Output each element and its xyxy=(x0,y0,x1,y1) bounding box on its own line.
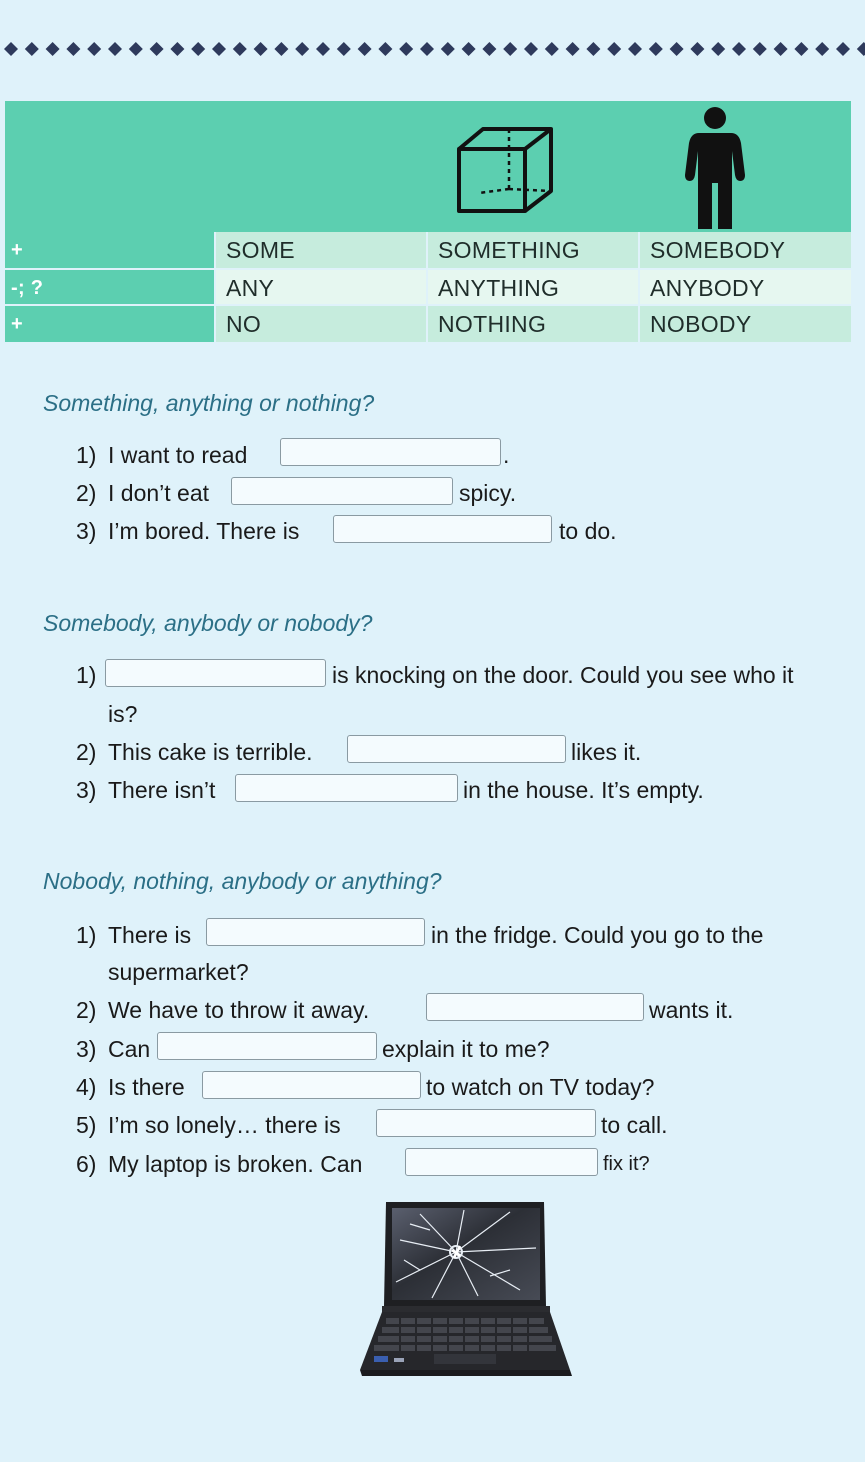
diamond-ornament xyxy=(233,42,247,56)
word-cell: NO xyxy=(216,306,428,342)
word-cell: ANYTHING xyxy=(428,270,640,306)
item-number: 2) xyxy=(76,997,97,1023)
item-number: 3) xyxy=(76,1036,97,1062)
item-number: 6) xyxy=(76,1151,97,1177)
answer-blank[interactable] xyxy=(202,1071,421,1099)
diamond-ornament xyxy=(191,42,205,56)
item-text-after: spicy. xyxy=(459,480,517,506)
item-text-after: . xyxy=(503,442,510,468)
diamond-ornament xyxy=(586,42,600,56)
table-row-no xyxy=(5,304,851,342)
item-text-before: We have to throw it away. xyxy=(108,997,370,1023)
item-number: 1) xyxy=(76,442,97,468)
item-text-before: I’m so lonely… there is xyxy=(108,1112,341,1138)
diamond-ornament xyxy=(711,42,725,56)
item-number: 3) xyxy=(76,777,97,803)
section-heading: Nobody, nothing, anybody or anything? xyxy=(43,868,442,894)
word-cell: SOMEBODY xyxy=(640,232,851,268)
symbol-cell: + xyxy=(5,306,216,342)
answer-blank[interactable] xyxy=(206,918,425,946)
symbol-cell: -; ? xyxy=(5,270,216,306)
diamond-ornament xyxy=(524,42,538,56)
answer-blank[interactable] xyxy=(405,1148,598,1176)
item-text-after: is knocking on the door. Could you see who it xyxy=(332,662,794,688)
diamond-ornament xyxy=(274,42,288,56)
item-number: 3) xyxy=(76,518,97,544)
item-text-after: likes it. xyxy=(571,739,642,765)
diamond-ornament xyxy=(482,42,496,56)
word-cell: SOME xyxy=(216,232,428,268)
diamond-ornament xyxy=(337,42,351,56)
item-text-after: fix it? xyxy=(603,1153,650,1175)
diamond-ornament xyxy=(753,42,767,56)
diamond-ornament xyxy=(150,42,164,56)
diamond-ornament xyxy=(857,42,865,56)
item-number: 5) xyxy=(76,1112,97,1138)
item-text-before: My laptop is broken. Can xyxy=(108,1151,363,1177)
item-text-continuation: supermarket? xyxy=(108,959,249,985)
diamond-ornament xyxy=(732,42,746,56)
diamond-ornament xyxy=(87,42,101,56)
item-text-continuation: is? xyxy=(108,701,138,727)
item-text-after: to watch on TV today? xyxy=(426,1074,655,1100)
item-text-after: to call. xyxy=(601,1112,668,1138)
diamond-ornament xyxy=(108,42,122,56)
diamond-ornament xyxy=(836,42,850,56)
table-row-any xyxy=(5,268,851,306)
diamond-ornament xyxy=(649,42,663,56)
item-text-before: There is xyxy=(108,922,192,948)
answer-blank[interactable] xyxy=(376,1109,596,1137)
table-row-some xyxy=(5,232,851,268)
item-text-before: I want to read xyxy=(108,442,248,468)
diamond-ornament xyxy=(25,42,39,56)
diamond-ornament xyxy=(774,42,788,56)
answer-blank[interactable] xyxy=(333,515,552,543)
diamond-ornament xyxy=(399,42,413,56)
diamond-ornament xyxy=(378,42,392,56)
diamond-ornament xyxy=(545,42,559,56)
item-text-after: in the fridge. Could you go to the xyxy=(431,922,764,948)
diamond-ornament xyxy=(794,42,808,56)
diamond-ornament xyxy=(212,42,226,56)
diamond-ornament xyxy=(129,42,143,56)
item-text-after: wants it. xyxy=(649,997,734,1023)
person-icon xyxy=(685,105,745,229)
item-text-before: Is there xyxy=(108,1074,185,1100)
word-cell: ANYBODY xyxy=(640,270,851,306)
answer-blank[interactable] xyxy=(157,1032,377,1060)
grammar-table xyxy=(5,101,851,341)
item-text-after: to do. xyxy=(559,518,617,544)
diamond-ornament xyxy=(358,42,372,56)
diamond-ornament xyxy=(46,42,60,56)
answer-blank[interactable] xyxy=(280,438,501,466)
item-text-before: Can xyxy=(108,1036,151,1062)
item-number: 4) xyxy=(76,1074,97,1100)
diamond-ornament xyxy=(628,42,642,56)
diamond-ornament xyxy=(690,42,704,56)
section-heading: Somebody, anybody or nobody? xyxy=(43,610,373,636)
symbol-cell: + xyxy=(5,232,216,268)
diamond-ornament xyxy=(441,42,455,56)
cube-icon xyxy=(453,125,559,217)
word-cell: NOBODY xyxy=(640,306,851,342)
answer-blank[interactable] xyxy=(235,774,458,802)
diamond-ornament xyxy=(4,42,18,56)
broken-laptop-image xyxy=(360,1200,572,1380)
answer-blank[interactable] xyxy=(231,477,453,505)
diamond-ornament xyxy=(462,42,476,56)
diamond-ornament xyxy=(670,42,684,56)
answer-blank[interactable] xyxy=(105,659,326,687)
item-number: 2) xyxy=(76,480,97,506)
word-cell: ANY xyxy=(216,270,428,306)
word-cell: SOMETHING xyxy=(428,232,640,268)
diamond-ornament xyxy=(254,42,268,56)
answer-blank[interactable] xyxy=(347,735,566,763)
item-number: 1) xyxy=(76,922,97,948)
diamond-ornament xyxy=(66,42,80,56)
diamond-ornament xyxy=(420,42,434,56)
diamond-ornament xyxy=(170,42,184,56)
diamond-ornament xyxy=(607,42,621,56)
item-text-before: I don’t eat xyxy=(108,480,210,506)
item-text-after: explain it to me? xyxy=(382,1036,550,1062)
item-text-before: There isn’t xyxy=(108,777,216,803)
section-heading: Something, anything or nothing? xyxy=(43,390,375,416)
diamond-ornament xyxy=(316,42,330,56)
word-cell: NOTHING xyxy=(428,306,640,342)
item-text-after: in the house. It’s empty. xyxy=(463,777,704,803)
item-number: 2) xyxy=(76,739,97,765)
diamond-ornament xyxy=(815,42,829,56)
item-number: 1) xyxy=(76,662,97,688)
item-text-before: This cake is terrible. xyxy=(108,739,313,765)
diamond-border xyxy=(0,36,865,62)
answer-blank[interactable] xyxy=(426,993,644,1021)
diamond-ornament xyxy=(295,42,309,56)
diamond-ornament xyxy=(566,42,580,56)
diamond-ornament xyxy=(503,42,517,56)
item-text-before: I’m bored. There is xyxy=(108,518,300,544)
